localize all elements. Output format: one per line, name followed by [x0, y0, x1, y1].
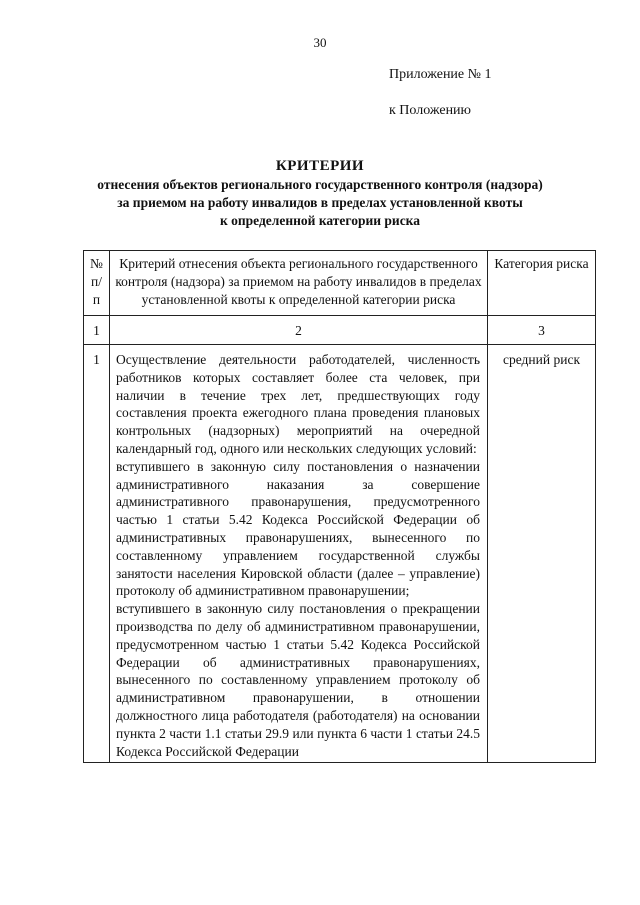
- appendix-title: Приложение № 1: [389, 67, 492, 82]
- heading-line: за приемом на работу инвалидов в пределах установленной квоты: [117, 195, 523, 210]
- header-num: № п/п: [84, 251, 110, 316]
- header-criterion: Критерий отнесения объекта регионального государственного контроля (надзора) за приемом на работу инвалидов в пределах установленной квоты к определенной категории риска: [110, 251, 488, 316]
- criterion-cell: [110, 345, 488, 763]
- page-number: 30: [313, 35, 327, 50]
- heading-line: к определенной категории риска: [219, 213, 421, 228]
- appendix-subtitle: к Положению: [389, 103, 472, 118]
- index-cell: 3: [488, 316, 596, 345]
- table-index-row: [84, 316, 596, 345]
- risk-category-cell: средний риск: [488, 345, 596, 763]
- index-cell: 1: [84, 316, 110, 345]
- index-cell: 2: [110, 316, 488, 345]
- row-number: 1: [84, 345, 110, 763]
- heading-title: КРИТЕРИИ: [275, 158, 365, 174]
- criteria-table: [83, 250, 596, 763]
- criterion-paragraph: Осуществление деятельности работодателей, численность работников которых составляет более ста человек, при наличии в течение трех лет, предшествующих году составления проекта ежегодного плана проведения плановых контрольных (надзорных) мероприятий на очередной календарный год, одного или нескольких следующих условий:: [116, 352, 480, 456]
- document-heading: [0, 156, 640, 230]
- criterion-paragraph: вступившего в законную силу постановления о прекращении производства по делу об административном правонарушении, предусмотренном частью 1 статьи 5.42 Кодекса Российской Федерации об административных правонарушениях, вынесенного по составленному управлением протоколу об административном правонарушении, в отношении должностного лица работодателя (работодателя) на основании пункта 2 части 1.1 статьи 29.9 или пункта 6 части 1 статьи 24.5 Кодекса Российской Федерации: [116, 601, 480, 759]
- header-category: Категория риска: [488, 251, 596, 316]
- criterion-paragraph: вступившего в законную силу постановления о назначении административного наказания за совершение административного правонарушения, предусмотренного частью 1 статьи 5.42 Кодекса Российской Федерации об административных правонарушениях, вынесенного по составленному управлением государственной службы занятости населения Кировской области (далее – управление) протоколу об административном правонарушении;: [116, 458, 480, 599]
- table-row: [84, 345, 596, 763]
- heading-line: отнесения объектов регионального государственного контроля (надзора): [97, 177, 543, 192]
- table-header-row: [84, 251, 596, 316]
